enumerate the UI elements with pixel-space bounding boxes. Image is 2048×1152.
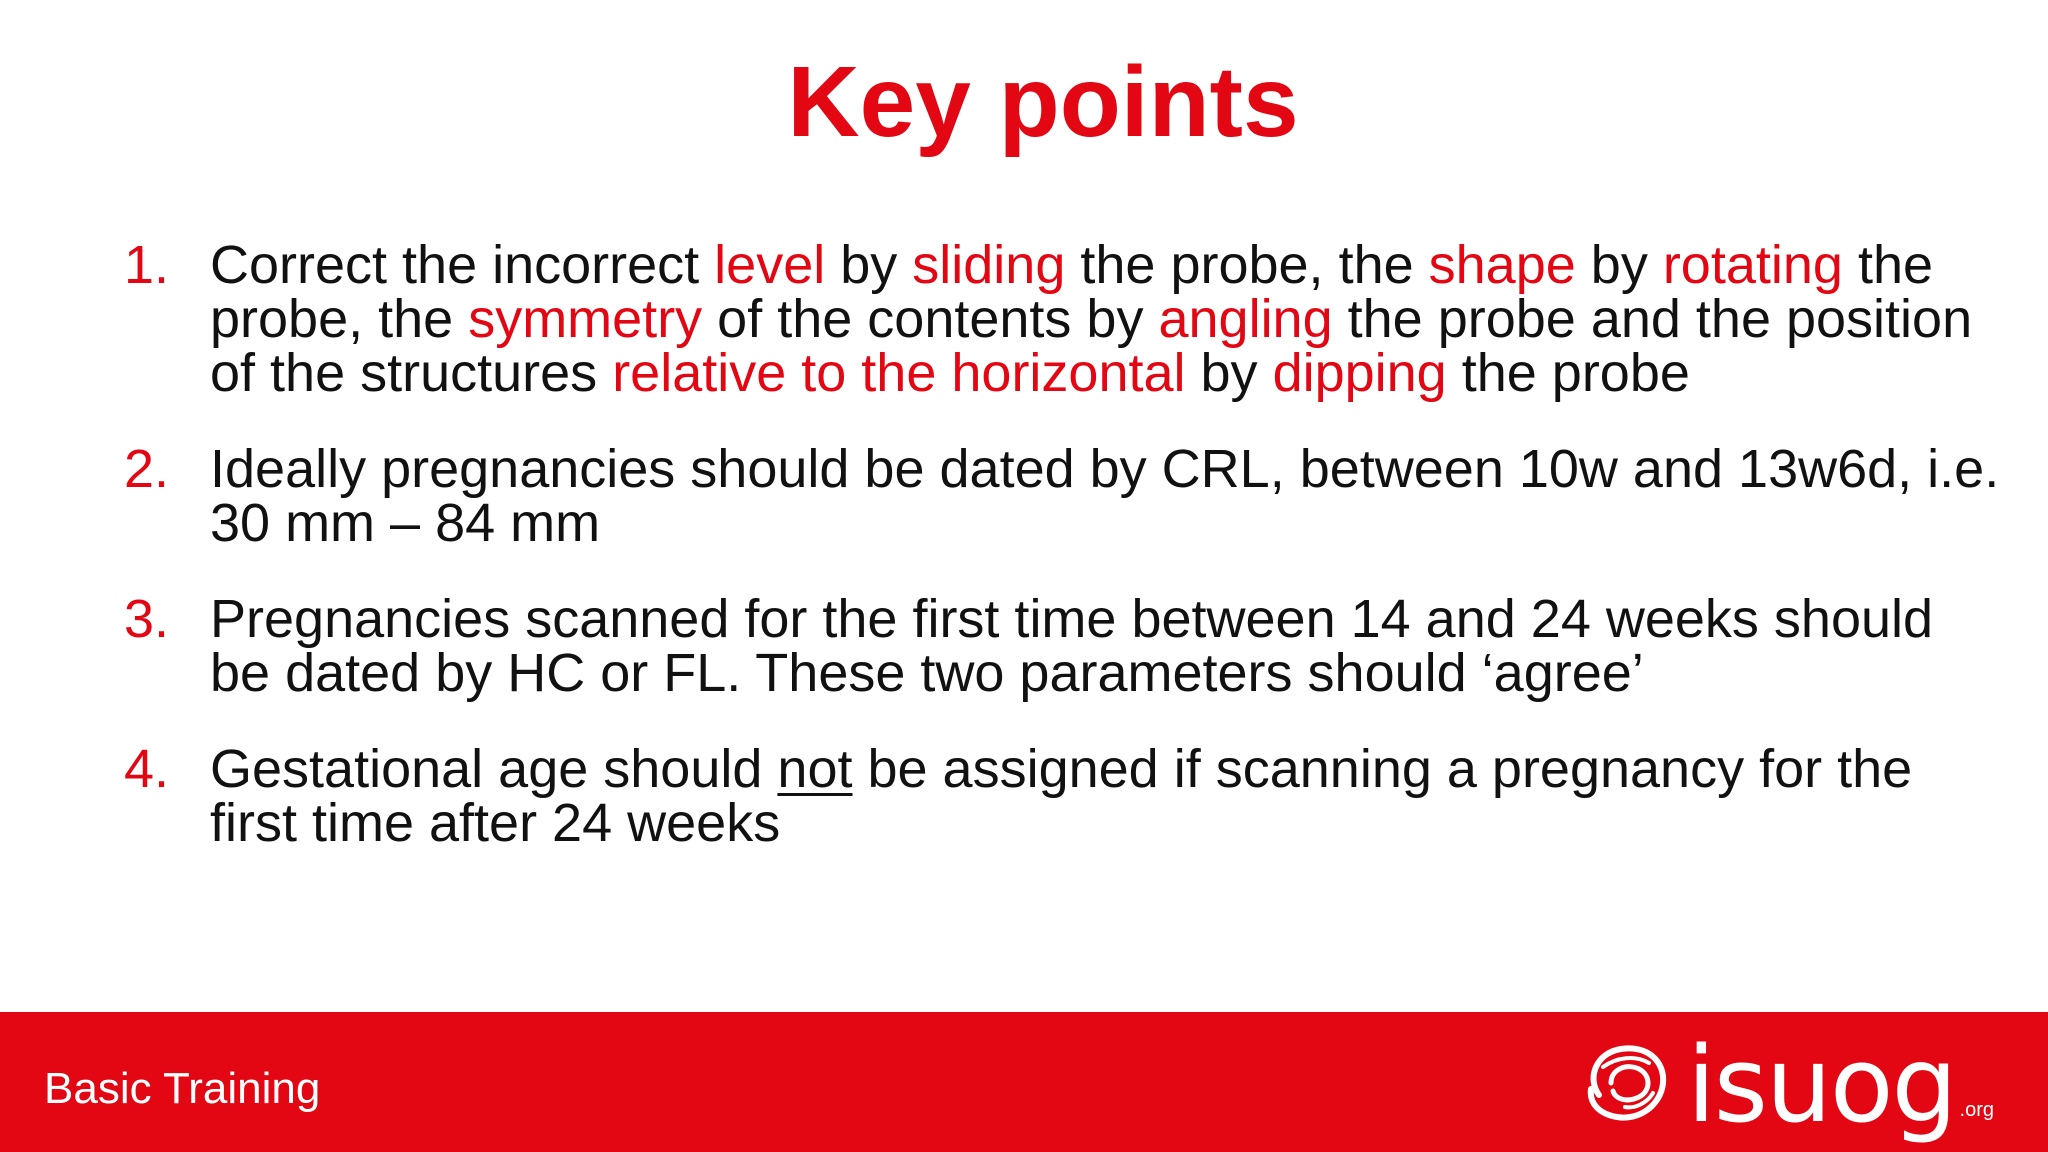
highlight-term: level: [714, 235, 826, 295]
underlined-term: not: [777, 739, 853, 799]
course-label: Basic Training: [44, 1064, 321, 1113]
point-text: Correct the incorrect level by sliding the probe, the shape by rotating the probe, the symmetry of the contents by angling the probe and the position of the structures relative to the horizontal by dipping the probe: [210, 235, 1973, 403]
point-number: 3.: [124, 589, 170, 649]
point-text: Gestational age should not be assigned if scanning a pregnancy for the first time after 24 weeks: [210, 739, 1913, 853]
logo-wordmark: isuog: [1686, 1024, 1956, 1146]
fetus-swirl-icon: [1577, 1037, 1673, 1133]
highlight-term: shape: [1428, 235, 1576, 295]
highlight-term: angling: [1158, 289, 1333, 349]
point-number: 1.: [124, 235, 170, 295]
point-number: 4.: [124, 739, 170, 799]
point-number: 2.: [124, 439, 170, 499]
footer-bar: [0, 1012, 2048, 1152]
key-point-4: [124, 739, 2004, 853]
key-points-list: [124, 235, 2004, 853]
point-text: Ideally pregnancies should be dated by CRL, between 10w and 13w6d, i.e. 30 mm – 84 mm: [210, 439, 2000, 553]
isuog-logo: [1577, 1024, 1994, 1146]
highlight-term: dipping: [1272, 343, 1447, 403]
highlight-term: symmetry: [468, 289, 703, 349]
highlight-term: rotating: [1662, 235, 1843, 295]
key-point-2: [124, 439, 2004, 553]
slide-title: Key points: [787, 46, 1299, 158]
point-text: Pregnancies scanned for the first time between 14 and 24 weeks should be dated by HC or FL. These two parameters should ‘agree’: [210, 589, 1934, 703]
highlight-term: relative to the horizontal: [612, 343, 1186, 403]
key-point-3: [124, 589, 2004, 703]
logo-tld: .org: [1959, 1099, 1994, 1121]
highlight-term: sliding: [912, 235, 1066, 295]
key-point-1: [124, 235, 2004, 403]
